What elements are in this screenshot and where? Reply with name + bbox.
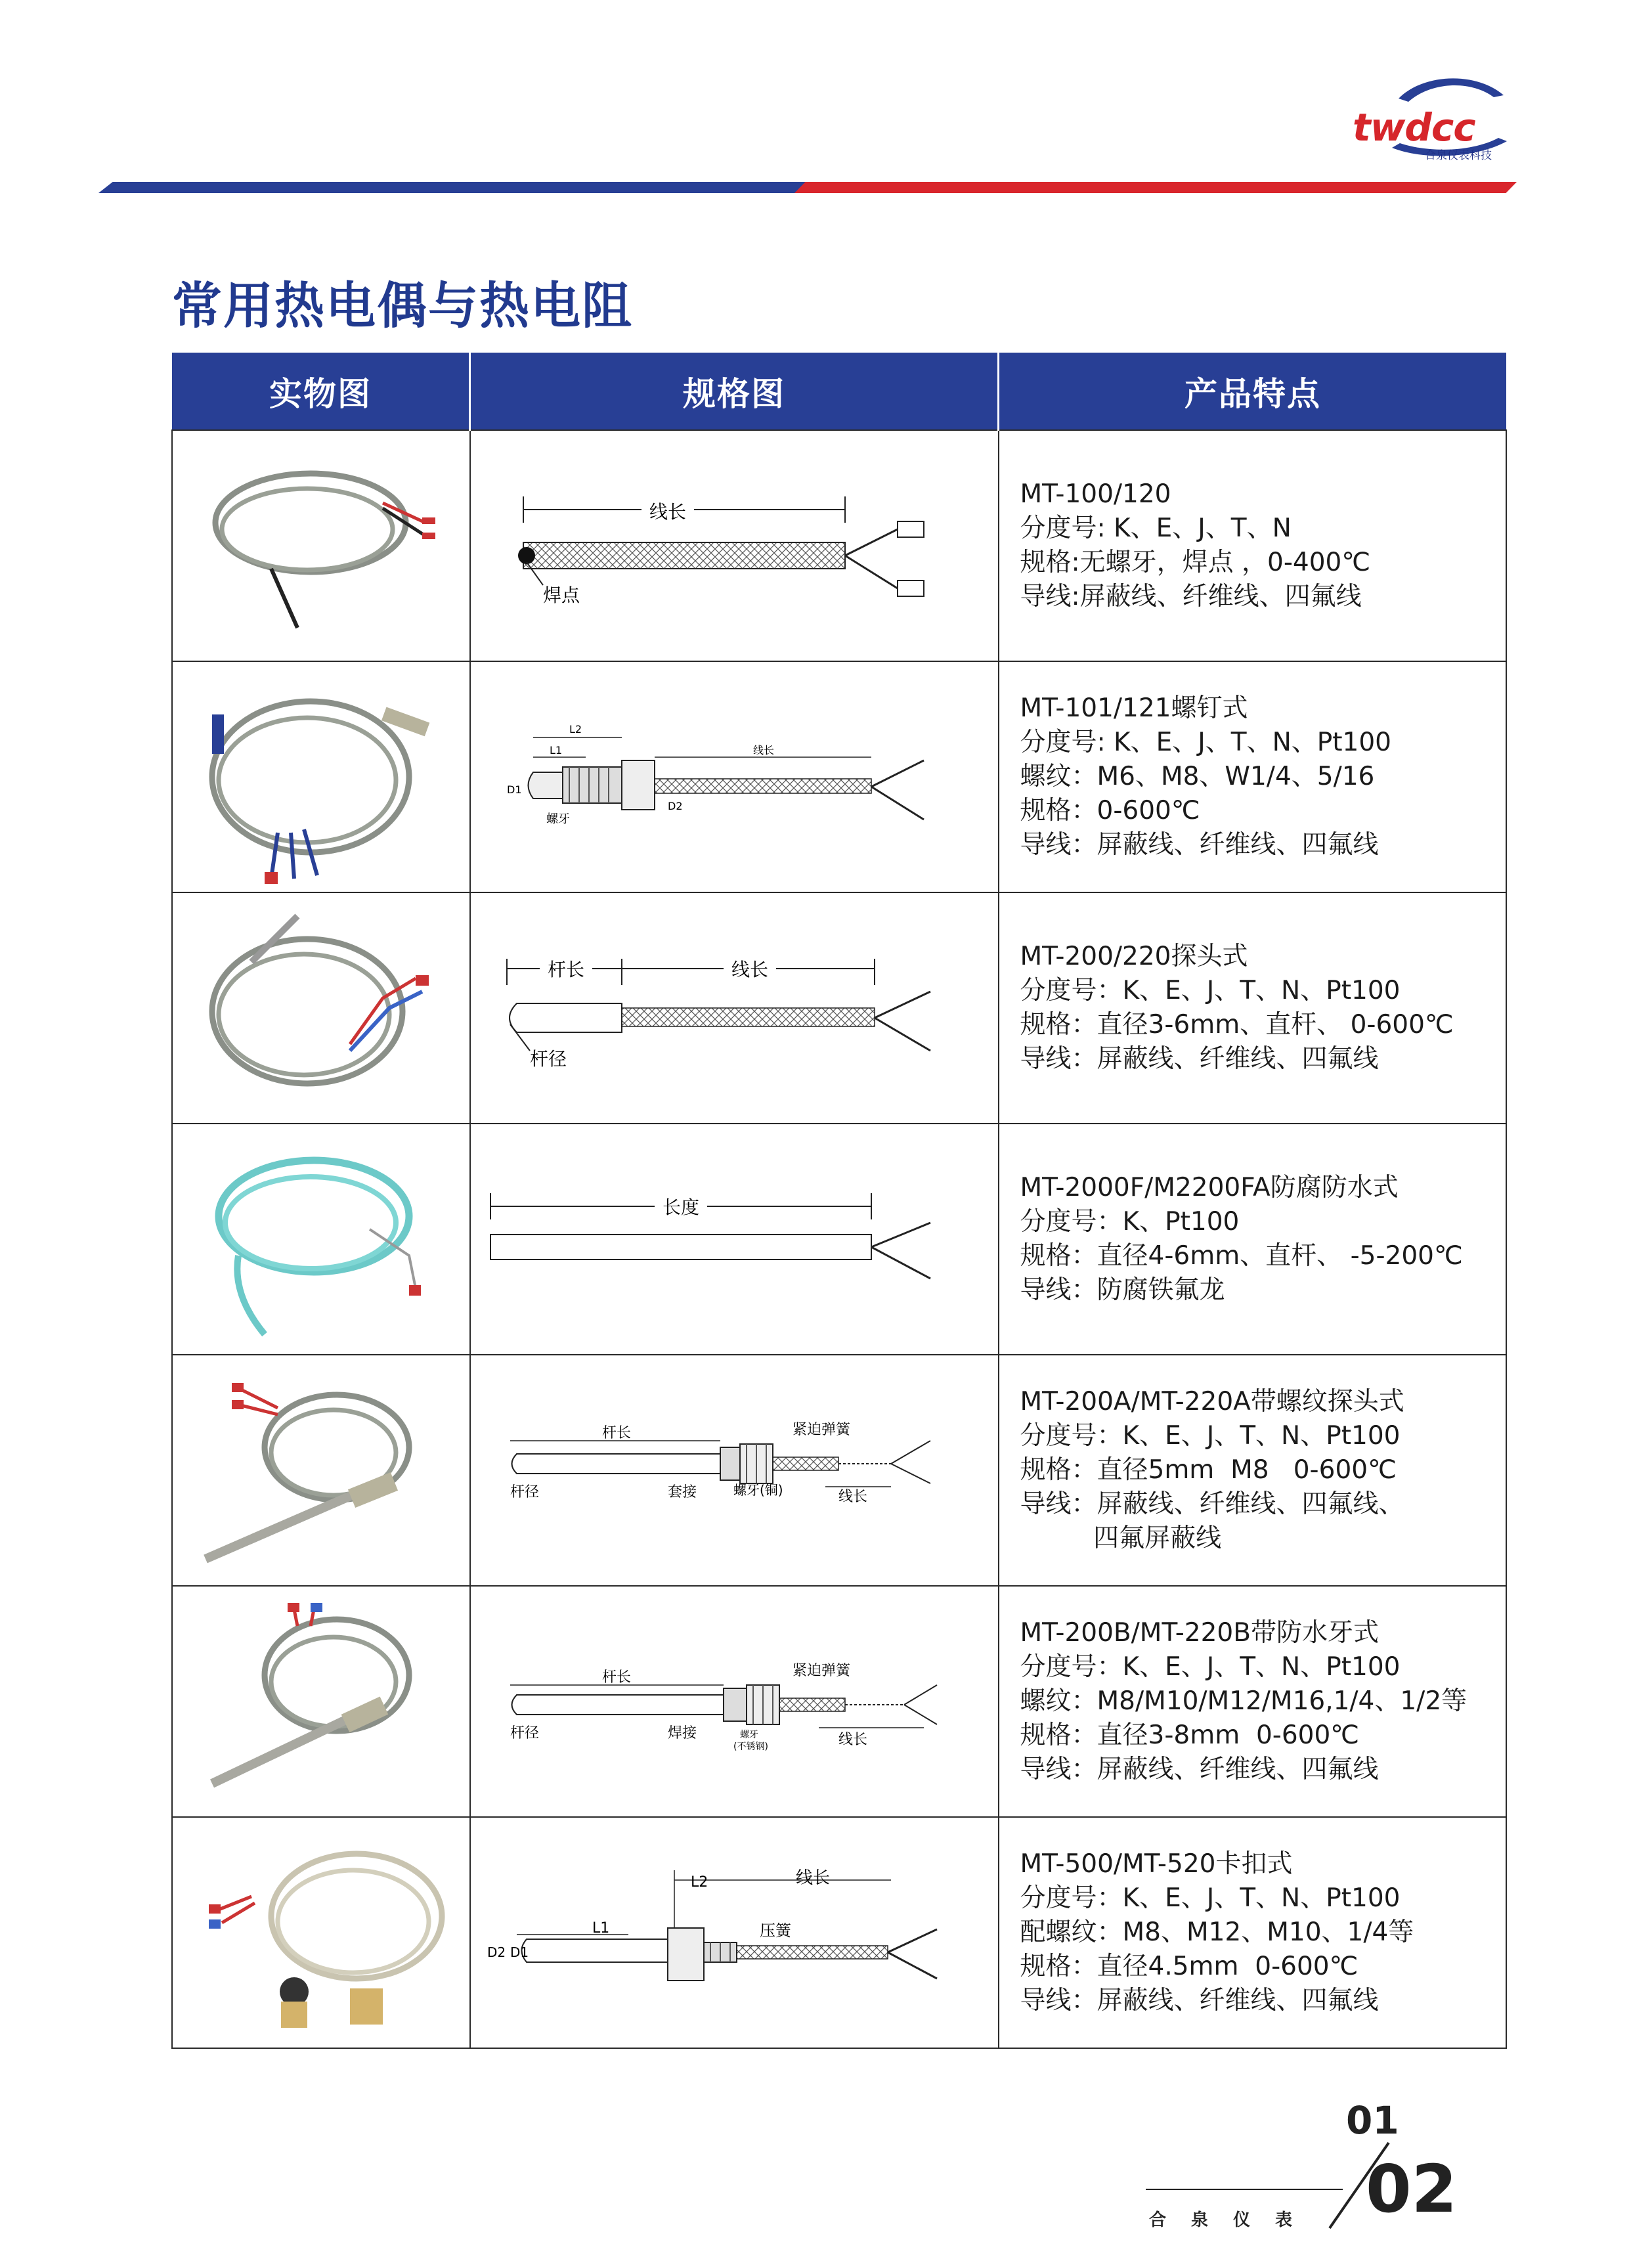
footer-divider	[1146, 2189, 1343, 2190]
table-row	[172, 1355, 1506, 1586]
product-features	[999, 430, 1507, 661]
diagram-label: D2	[487, 1944, 506, 1960]
diagram-label: 螺牙(铜)	[733, 1482, 783, 1498]
diagram-label: 紧迫弹簧	[792, 1663, 850, 1679]
feature-line: 四氟屏蔽线	[1020, 1523, 1222, 1553]
feature-line: 螺纹：M8/M10/M12/M16,1/4、1/2等	[1020, 1686, 1467, 1716]
feature-line: 分度号: K、E、J、T、N、Pt100	[1020, 728, 1392, 757]
feature-line: 分度号: K、E、J、T、N	[1020, 514, 1292, 543]
diagram-label: 线长	[838, 1732, 867, 1748]
feature-line: 规格：直径4-6mm、直杆、 -5-200℃	[1020, 1241, 1463, 1271]
spec-diagram	[470, 1817, 999, 2048]
diagram-label: 焊点	[542, 584, 580, 606]
diagram-label: 线长	[838, 1489, 867, 1505]
feature-line: 分度号：K、E、J、T、N、Pt100	[1020, 1652, 1401, 1682]
product-features	[999, 1355, 1507, 1586]
feature-line: 螺纹：M6、M8、W1/4、5/16	[1020, 762, 1375, 791]
header-diagram: 规格图	[470, 353, 999, 430]
thermocouple-photo-illustration	[173, 893, 468, 1123]
product-photo	[172, 661, 470, 892]
diagram-label: 螺牙	[739, 1730, 758, 1740]
diagram-label: L2	[690, 1874, 708, 1891]
feature-line: 导线:屏蔽线、纤维线、四氟线	[1020, 582, 1362, 611]
product-model: MT-200B/MT-220B带防水牙式	[1020, 1618, 1379, 1648]
product-photo	[172, 1124, 470, 1355]
page-number-current: 01	[1346, 2098, 1399, 2143]
diagram-label: 紧迫弹簧	[792, 1422, 850, 1438]
thermocouple-photo-illustration	[173, 1818, 468, 2048]
logo-wordmark: twdcc	[1353, 105, 1475, 150]
product-photo	[172, 430, 470, 661]
product-spec-table	[171, 353, 1507, 2049]
feature-line: 导线：屏蔽线、纤维线、四氟线	[1020, 830, 1379, 860]
page-number-total: 02	[1366, 2151, 1458, 2227]
thermocouple-photo-illustration	[173, 1587, 468, 1816]
feature-line: 规格：直径5mm M8 0-600℃	[1020, 1455, 1397, 1485]
feature-line: 分度号：K、E、J、T、N、Pt100	[1020, 1883, 1401, 1913]
spec-drawing	[471, 1124, 996, 1354]
product-model: MT-2000F/M2200FA防腐防水式	[1020, 1173, 1399, 1202]
spec-diagram	[470, 1124, 999, 1355]
diagram-label: (不锈钢)	[733, 1742, 768, 1752]
diagram-label: L1	[592, 1920, 609, 1937]
product-model: MT-200/220探头式	[1020, 942, 1248, 971]
diagram-label: D2	[667, 800, 682, 812]
spec-drawing	[471, 1355, 996, 1585]
thermocouple-photo-illustration	[173, 1124, 468, 1354]
product-photo	[172, 1355, 470, 1586]
diagram-label: 杆径	[529, 1048, 567, 1070]
diagram-label: 压簧	[759, 1921, 791, 1940]
product-model: MT-101/121螺钉式	[1020, 693, 1248, 723]
diagram-label: 杆径	[510, 1725, 539, 1742]
product-features	[999, 1124, 1507, 1355]
spec-diagram	[470, 1355, 999, 1586]
table-row	[172, 1817, 1506, 2048]
product-features	[999, 1586, 1507, 1817]
diagram-label: 杆长	[601, 1669, 631, 1686]
thermocouple-photo-illustration	[173, 662, 468, 892]
feature-line: 导线：屏蔽线、纤维线、四氟线	[1020, 1986, 1379, 2015]
feature-line: 分度号：K、Pt100	[1020, 1207, 1240, 1237]
diagram-label: D1	[510, 1944, 529, 1960]
diagram-label: 杆径	[510, 1484, 539, 1501]
company-logo	[1353, 72, 1523, 162]
diagram-label: 杆长	[547, 959, 584, 980]
page-title: 常用热电偶与热电阻	[172, 276, 633, 335]
header-photo: 实物图	[172, 353, 470, 430]
spec-diagram	[470, 1586, 999, 1817]
table-header-row	[172, 353, 1506, 430]
spec-drawing	[471, 893, 996, 1123]
diagram-label: 焊接	[667, 1725, 697, 1742]
table-row	[172, 661, 1506, 892]
feature-line: 规格:无螺牙，焊点 ，0-400℃	[1020, 548, 1371, 577]
logo-subtitle: 合泉仪表科技	[1425, 149, 1492, 162]
diagram-label: 长度	[662, 1196, 699, 1218]
product-model: MT-100/120	[1020, 479, 1171, 509]
product-photo	[172, 892, 470, 1124]
feature-line: 分度号：K、E、J、T、N、Pt100	[1020, 976, 1401, 1005]
spec-drawing	[471, 662, 996, 892]
table-row	[172, 430, 1506, 661]
diagram-label: 套接	[667, 1484, 697, 1501]
product-features	[999, 892, 1507, 1124]
table-row	[172, 1586, 1506, 1817]
diagram-label: 螺牙	[546, 812, 570, 826]
spec-diagram	[470, 892, 999, 1124]
feature-line: 导线：屏蔽线、纤维线、四氟线	[1020, 1044, 1379, 1074]
feature-line: 规格：直径3-6mm、直杆、 0-600℃	[1020, 1010, 1454, 1040]
spec-drawing	[471, 1818, 996, 2048]
diagram-label: 杆长	[601, 1425, 631, 1441]
feature-line: 规格：直径4.5mm 0-600℃	[1020, 1952, 1359, 1981]
diagram-label: 线长	[731, 959, 768, 980]
spec-diagram	[470, 430, 999, 661]
table-row	[172, 1124, 1506, 1355]
feature-line: 导线：屏蔽线、纤维线、四氟线	[1020, 1755, 1379, 1784]
header-stripe-red	[794, 182, 1517, 193]
thermocouple-photo-illustration	[173, 431, 468, 661]
spec-drawing	[471, 431, 996, 661]
feature-line: 分度号：K、E、J、T、N、Pt100	[1020, 1421, 1401, 1451]
diagram-label: L1	[549, 744, 562, 756]
thermocouple-photo-illustration	[173, 1355, 468, 1585]
feature-line: 规格：0-600℃	[1020, 796, 1200, 825]
feature-line: 配螺纹：M8、M12、M10、1/4等	[1020, 1917, 1414, 1947]
feature-line: 导线：防腐铁氟龙	[1020, 1275, 1225, 1305]
header-features: 产品特点	[999, 353, 1507, 430]
product-photo	[172, 1586, 470, 1817]
footer-brand: 合泉仪表	[1149, 2210, 1318, 2230]
product-features	[999, 1817, 1507, 2048]
header-stripe-blue	[98, 182, 808, 193]
feature-line: 导线：屏蔽线、纤维线、四氟线、	[1020, 1489, 1404, 1519]
product-model: MT-500/MT-520卡扣式	[1020, 1849, 1293, 1879]
diagram-label: 线长	[649, 501, 686, 523]
product-photo	[172, 1817, 470, 2048]
product-features	[999, 661, 1507, 892]
diagram-label: D1	[506, 783, 521, 796]
diagram-label: L2	[569, 723, 582, 735]
feature-line: 规格：直径3-8mm 0-600℃	[1020, 1720, 1360, 1750]
table-row	[172, 892, 1506, 1124]
spec-drawing	[471, 1587, 996, 1816]
spec-diagram	[470, 661, 999, 892]
diagram-label: 线长	[795, 1868, 830, 1888]
product-model: MT-200A/MT-220A带螺纹探头式	[1020, 1387, 1404, 1416]
diagram-label: 线长	[752, 744, 774, 756]
